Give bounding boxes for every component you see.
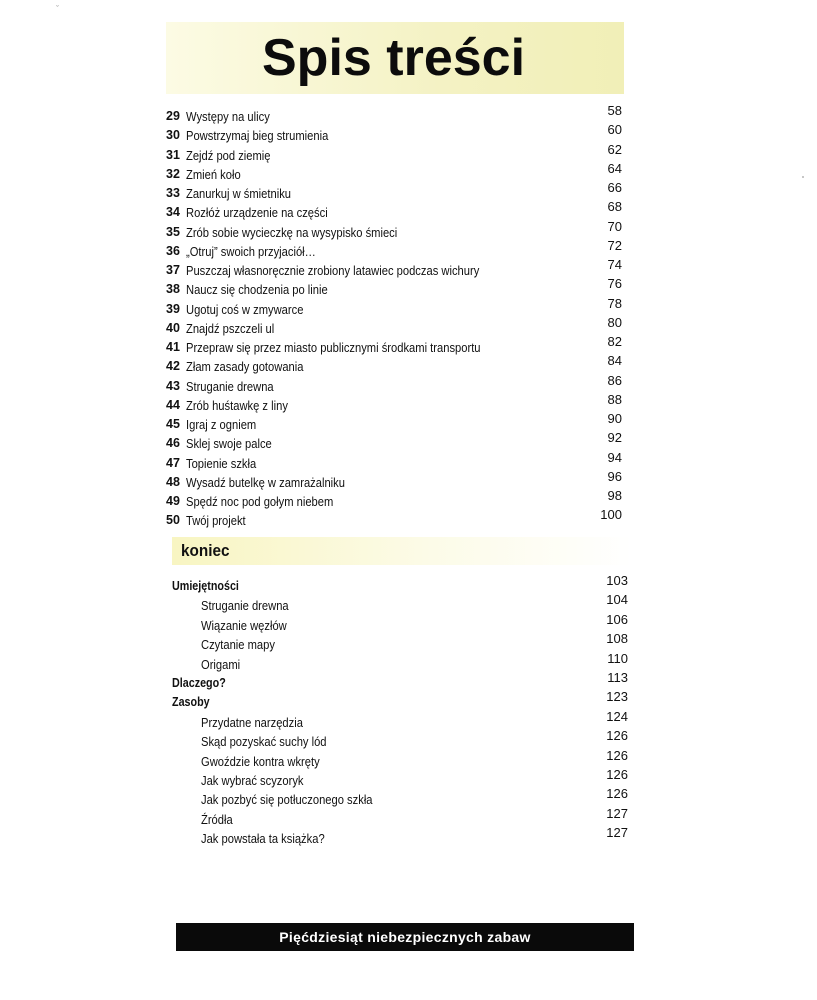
- toc-row: [166, 449, 626, 471]
- end-section-page-number: 124: [606, 708, 628, 724]
- toc-row: [166, 295, 626, 317]
- toc-page-number: 90: [607, 411, 622, 426]
- toc-row: [166, 141, 626, 163]
- toc-chapter-number: 36: [166, 243, 180, 258]
- end-section-page-number: 108: [606, 631, 628, 647]
- toc-chapter-title: Igraj z ogniem: [186, 417, 257, 432]
- toc-page-number: 96: [607, 468, 622, 484]
- toc-page-number: 76: [607, 276, 622, 292]
- toc-chapter-title: „Otruj” swoich przyjaciół…: [186, 243, 316, 259]
- toc-page-number: 70: [607, 218, 622, 234]
- end-section-page-number: 104: [606, 592, 628, 608]
- end-section-heading-row: [172, 691, 630, 710]
- end-section-subitem: Struganie drewna: [201, 598, 289, 614]
- toc-page-number: 60: [607, 122, 622, 138]
- toc-chapter-number: 44: [166, 397, 180, 412]
- toc-chapter-number: 31: [166, 147, 180, 162]
- toc-row: [166, 314, 626, 336]
- toc-row: [166, 468, 626, 490]
- footer-bar: [176, 923, 634, 951]
- toc-row: [166, 259, 626, 278]
- toc-row: [166, 336, 626, 355]
- toc-page-number: 68: [607, 199, 622, 215]
- toc-chapter-title: Rozłóż urządzenie na części: [186, 205, 328, 221]
- end-section-sub-row: [172, 805, 630, 827]
- end-section-page-number: 106: [606, 611, 628, 627]
- toc-row: [166, 105, 626, 124]
- end-section-subitem: Skąd pozyskać suchy lód: [201, 734, 327, 750]
- toc-chapter-title: Zrób huśtawkę z liny: [186, 397, 288, 413]
- toc-page-number: 88: [607, 391, 622, 407]
- end-section-subitem: Jak wybrać scyzoryk: [201, 772, 304, 788]
- toc-page-number: 84: [607, 353, 622, 369]
- toc-page-number: 82: [607, 334, 622, 349]
- toc-chapter-title: Zejdź pod ziemię: [186, 147, 271, 163]
- toc-chapter-title: Struganie drewna: [186, 378, 274, 394]
- scan-dust-dot: [802, 176, 804, 178]
- end-section-heading: Dlaczego?: [172, 675, 226, 690]
- toc-chapter-number: 47: [166, 455, 180, 470]
- end-section-sub-row: [172, 633, 630, 652]
- table-of-contents: [166, 105, 626, 529]
- toc-chapter-title: Złam zasady gotowania: [186, 359, 304, 375]
- toc-row: [166, 160, 626, 182]
- end-section-subitem: Jak pozbyć się potłuczonego szkła: [201, 792, 373, 808]
- toc-chapter-number: 49: [166, 494, 180, 508]
- toc-row: [166, 237, 626, 259]
- end-section-page-number: 113: [607, 669, 628, 685]
- end-section-page-number: 126: [606, 786, 628, 802]
- toc-chapter-number: 40: [166, 320, 180, 335]
- toc-row: [166, 201, 626, 220]
- toc-chapter-title: Puszczaj własnoręcznie zrobiony latawiec podczas wichury: [186, 263, 480, 278]
- toc-row: [166, 413, 626, 432]
- end-section-page-number: 127: [606, 825, 628, 841]
- end-section-page-number: 126: [606, 766, 628, 782]
- end-section-page-number: 123: [606, 689, 628, 705]
- scan-corner-mark: ˇ: [56, 4, 59, 14]
- toc-page-number: 80: [607, 314, 622, 330]
- toc-chapter-title: Zmień koło: [186, 166, 241, 182]
- toc-chapter-number: 42: [166, 359, 180, 374]
- toc-row: [166, 391, 626, 413]
- end-section-page-number: 127: [606, 805, 628, 821]
- toc-chapter-title: Zrób sobie wycieczkę na wysypisko śmieci: [186, 224, 398, 240]
- toc-page-number: 92: [607, 430, 622, 446]
- toc-page-number: 58: [607, 103, 622, 118]
- toc-chapter-number: 29: [166, 109, 180, 123]
- toc-chapter-title: Ugotuj coś w zmywarce: [186, 301, 304, 317]
- toc-row: [166, 218, 626, 240]
- section-band: [172, 537, 632, 565]
- toc-row: [166, 278, 626, 297]
- end-section-subitem: Origami: [201, 656, 241, 672]
- toc-chapter-number: 50: [166, 513, 180, 528]
- end-section-sub-row: [172, 611, 630, 633]
- toc-chapter-number: 33: [166, 186, 180, 200]
- end-section-sub-row: [172, 730, 630, 749]
- toc-chapter-number: 38: [166, 282, 180, 297]
- end-section-sub-row: [172, 827, 630, 846]
- toc-page-number: 72: [607, 237, 622, 253]
- toc-chapter-number: 37: [166, 263, 180, 277]
- toc-chapter-number: 30: [166, 128, 180, 143]
- toc-row: [166, 182, 626, 201]
- toc-page-number: 86: [607, 372, 622, 388]
- toc-chapter-title: Spędź noc pod gołym niebem: [186, 494, 334, 509]
- end-section-sub-row: [172, 747, 630, 769]
- toc-page-number: 98: [607, 488, 622, 503]
- toc-row: [166, 490, 626, 509]
- end-section-sub-row: [172, 650, 630, 672]
- toc-chapter-number: 39: [166, 301, 180, 316]
- footer-book-title: Pięćdziesiąt niebezpiecznych zabaw: [279, 929, 531, 945]
- toc-chapter-number: 34: [166, 205, 180, 220]
- end-section-page-number: 103: [606, 573, 628, 588]
- end-section-heading-row: [172, 575, 630, 594]
- toc-chapter-title: Twój projekt: [186, 513, 246, 529]
- toc-chapter-number: 32: [166, 166, 180, 181]
- end-section-list: [172, 575, 630, 846]
- end-section-subitem: Jak powstała ta książka?: [201, 831, 325, 847]
- toc-chapter-title: Sklej swoje palce: [186, 436, 272, 452]
- end-section-subitem: Gwoździe kontra wkręty: [201, 753, 320, 769]
- toc-page-number: 64: [607, 160, 622, 176]
- toc-chapter-title: Przepraw się przez miasto publicznymi środkami transportu: [186, 340, 481, 355]
- toc-page-number: 94: [607, 449, 622, 465]
- end-section-sub-row: [172, 788, 630, 807]
- toc-chapter-title: Wysadź butelkę w zamrażalniku: [186, 474, 345, 490]
- toc-chapter-title: Topienie szkła: [186, 455, 257, 471]
- toc-row: [166, 432, 626, 451]
- toc-page-number: 100: [600, 507, 622, 523]
- toc-page-number: 78: [607, 295, 622, 311]
- toc-chapter-title: Znajdź pszczeli ul: [186, 320, 275, 336]
- toc-chapter-title: Naucz się chodzenia po linie: [186, 282, 328, 298]
- end-section-heading: Zasoby: [172, 695, 210, 710]
- end-section-subitem: Przydatne narzędzia: [201, 714, 303, 730]
- toc-chapter-title: Zanurkuj w śmietniku: [186, 186, 292, 201]
- end-section-heading-row: [172, 669, 630, 691]
- end-section-heading: Umiejętności: [172, 579, 239, 593]
- toc-page-number: 66: [607, 180, 622, 195]
- toc-chapter-title: Występy na ulicy: [186, 109, 270, 124]
- end-section-page-number: 126: [606, 728, 628, 744]
- end-section-subitem: Czytanie mapy: [201, 637, 275, 653]
- end-section-sub-row: [172, 766, 630, 788]
- toc-chapter-number: 45: [166, 417, 180, 431]
- toc-chapter-number: 43: [166, 378, 180, 393]
- end-section-page-number: 110: [607, 650, 628, 666]
- end-section-subitem: Źródła: [201, 811, 233, 827]
- toc-chapter-number: 41: [166, 340, 180, 354]
- page-title: Spis treści: [262, 29, 526, 87]
- toc-row: [166, 372, 626, 394]
- end-section-sub-row: [172, 594, 630, 613]
- toc-row: [166, 355, 626, 374]
- toc-chapter-title: Powstrzymaj bieg strumienia: [186, 128, 329, 144]
- end-section-subitem: Wiązanie węzłów: [201, 617, 287, 633]
- section-title: koniec: [181, 541, 230, 560]
- end-section-sub-row: [172, 708, 630, 730]
- toc-chapter-number: 35: [166, 224, 180, 239]
- toc-page-number: 62: [607, 141, 622, 157]
- end-section-page-number: 126: [606, 747, 628, 763]
- toc-chapter-number: 48: [166, 474, 180, 489]
- toc-row: [166, 124, 626, 143]
- toc-chapter-number: 46: [166, 436, 180, 451]
- toc-page-number: 74: [607, 257, 622, 272]
- toc-row: [166, 509, 626, 528]
